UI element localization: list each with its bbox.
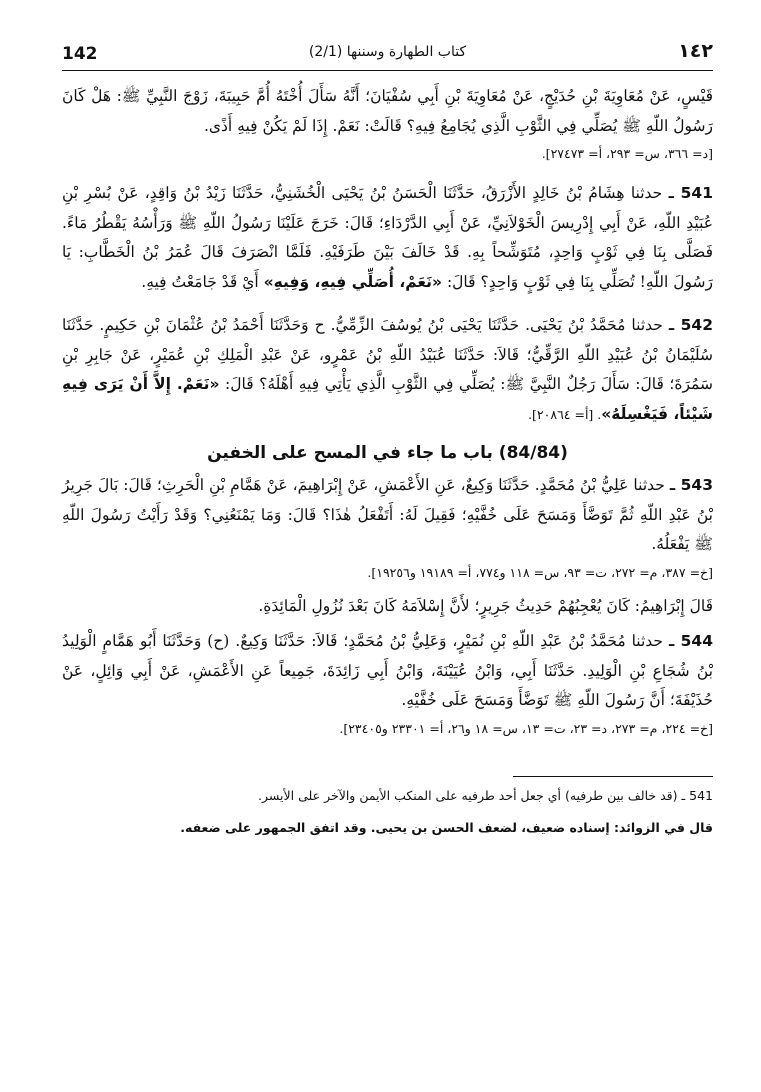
hadith-540-reference: [د= ٣٦٦، س= ٢٩٣، أ= ٢٧٤٧٣]. xyxy=(541,146,713,161)
hadith-543-paragraph xyxy=(62,471,713,560)
hadith-544-text: حدثنا مُحَمَّدُ بْنُ عَبْدِ اللّهِ بْنِ نُمَيْرٍ، وَعَلِيُّ بْنُ مُحَمَّدٍ؛ قَالاَ: حَدَّثَنَا وَكِيعٌ. (ح) وَحَدَّثَنَا أَبُو هَمَّامٍ الْوَلِيدُ بْنُ شُجَاعِ بْنِ الْوَلِيدِ. حَدَّثَنَا أَبِي، وَابْنُ عُيَيْنَةَ، وَابْنُ أَبِي زَائِدَةَ، جَمِيعاً عَنِ الأَعْمَشِ، عَنْ أَبِي وَائِلٍ، عَنْ حُذَيْفَةَ؛ أَنَّ رَسُولَ اللّهِ ﷺ تَوَضَّأَ وَمَسَحَ عَلَى خُفَّيْهِ. xyxy=(62,632,713,709)
hadith-541-prophet-saying: «نَعَمْ، أُصَلِّي فِيهِ، وَفِيهِ» xyxy=(263,272,443,291)
footnote-zawaid: قال في الزوائد: إسناده ضعيف، لضعف الحسن بن يحيى. وقد اتفق الجمهور على ضعفه. xyxy=(180,819,713,835)
hadith-541-text: حدثنا هِشَامُ بْنُ خَالِدٍ الأَزْرَقُ، حَدَّثَنَا الْحَسَنُ بْنُ يَحْيَى الْخُشَنِيُّ، حَدَّثَنَا زَيْدُ بْنُ وَاقِدٍ، عَنْ بُسْرِ بْنِ عُبَيْدِ اللّهِ، عَنْ أَبِي إِدْرِيسَ الْخَوْلاَنِيِّ، عَنْ أَبِي الدَّرْدَاءِ؛ قَالَ: خَرَجَ عَلَيْنَا رَسُولُ اللّهِ ﷺ وَرَأْسُهُ يَقْطُرُ مَاءً. فَصَلَّى بِنَا فِي ثَوْبٍ وَاحِدٍ، مُتَوَشِّحاً بِهِ. قَدْ خَالَفَ بَيْنَ طَرَفَيْهِ. فَلَمَّا انْصَرَفَ قَالَ عُمَرُ بْنُ الْخَطَّابِ: يَا رَسُولَ اللّهِ! تُصَلِّي بِنَا فِي ثَوْبٍ وَاحِدٍ؟ قَالَ: xyxy=(62,184,713,291)
hadith-542 xyxy=(62,311,713,429)
page-number-latin: 142 xyxy=(62,44,98,64)
footnotes xyxy=(62,783,713,841)
hadith-541-paragraph xyxy=(62,179,713,297)
hadith-540-text: قَيْسٍ، عَنْ مُعَاوِيَةَ بْنِ حُدَيْجٍ، عَنْ مُعَاوِيَةَ بْنِ أَبِي سُفْيَانَ؛ أَنَّهُ سَأَلَ أُخْتَهُ أُمَّ حَبِيبَةَ، زَوْجَ النَّبِيِّ ﷺ: هَلْ كَانَ رَسُولُ اللّهِ ﷺ يُصَلِّي فِي الثَّوْبِ الَّذِي يُجَامِعُ فِيهِ؟ قَالَتْ: نَعَمْ. إِذَا لَمْ يَكُنْ فِيهِ أَذًى. xyxy=(62,87,713,135)
hadith-543-reference: [خ= ٣٨٧، م= ٢٧٢، ت= ٩٣، س= ١١٨ و٧٧٤، أ= ١٩١٨٩ و١٩٢٥٦]. xyxy=(367,564,713,580)
footnote-divider xyxy=(513,776,713,777)
hadith-544-number: 544 ـ xyxy=(668,632,713,650)
hadith-543-ibrahim-note: قَالَ إِبْرَاهِيمُ: كَانَ يُعْجِبُهُمْ حَدِيثُ جَرِيرٍ؛ لأَنَّ إِسْلاَمَهُ كَانَ بَعْدَ نُزُولِ الْمَائِدَةِ. xyxy=(258,596,713,615)
hadith-543-number: 543 ـ xyxy=(669,476,713,494)
hadith-543-text: حدثنا عَلِيُّ بْنُ مُحَمَّدٍ. حَدَّثَنَا وَكِيعٌ، عَنِ الأَعْمَشِ، عَنْ إِبْرَاهِيمَ، عَنْ هَمَّامِ بْنِ الْحَرِثِ؛ قَالَ: بَالَ جَرِيرُ بْنُ عَبْدِ اللّهِ ثُمَّ تَوَضَّأَ وَمَسَحَ عَلَى خُفَّيْهِ؛ فَقِيلَ لَهُ: أَتَفْعَلُ هٰذَا؟ قَالَ: وَمَا يَمْنَعُنِي؟ وَقَدْ رَأَيْتُ رَسُولَ اللّهِ ﷺ يَفْعَلُهُ. xyxy=(62,476,713,553)
hadith-541-tail: أَيْ قَدْ جَامَعْتُ فِيهِ. xyxy=(141,272,259,291)
running-title: (2/1) كتاب الطهارة وسننها xyxy=(308,44,467,60)
hadith-542-number: 542 ـ xyxy=(668,316,713,334)
hadith-541 xyxy=(62,179,713,297)
hadith-544 xyxy=(62,627,713,740)
hadith-542-text: حدثنا مُحَمَّدُ بْنُ يَحْيَى. حَدَّثَنَا يَحْيَى بْنُ يُوسُفَ الزِّمِّيُّ. ح وَحَدَّثَنَا أَحْمَدُ بْنُ عُثْمَانَ بْنِ حَكِيمٍ. حَدَّثَنَا سُلَيْمَانُ بْنُ عُبَيْدِ اللّهِ الرَّقِّيُّ؛ قَالاَ: حَدَّثَنَا عُبَيْدُ اللّهِ بْنُ عَمْرٍو، عَنْ عَبْدِ الْمَلِكِ بْنِ عُمَيْرٍ، عَنْ جَابِرِ بْنِ سَمُرَةَ؛ قَالَ: سَأَلَ رَجُلٌ النَّبِيَّ ﷺ: يُصَلِّي فِي الثَّوْبِ الَّذِي يَأْتِي فِيهِ أَهْلَهُ؟ قَالَ: xyxy=(62,316,713,393)
hadith-541-number: 541 ـ xyxy=(668,184,713,202)
page-number-arabic: ١٤٢ xyxy=(678,40,713,62)
hadith-540-continuation xyxy=(62,82,713,165)
page-header xyxy=(62,38,713,71)
hadith-542-reference: . [أ= ٢٠٨٦٤]. xyxy=(528,406,602,422)
hadith-543 xyxy=(62,471,713,621)
hadith-544-paragraph xyxy=(62,627,713,716)
page-body xyxy=(62,82,713,841)
hadith-544-reference: [خ= ٢٢٤، م= ٢٧٣، د= ٢٣، ت= ١٣، س= ١٨ و٢٦، أ= ٢٣٣٠١ و٢٣٤٠٥]. xyxy=(339,720,713,736)
chapter-heading: (84/84) باب ما جاء في المسح على الخفين xyxy=(207,443,568,463)
hadith-542-prophet-saying: «نَعَمْ. إِلاَّ أَنْ يَرَى فِيهِ شَيْئاً، فَيَغْسِلَهُ» xyxy=(62,375,713,423)
hadith-542-paragraph xyxy=(62,311,713,429)
footnote-541: 541 ـ (قد خالف بين طرفيه) أي جعل أحد طرفيه على المنكب الأيمن والآخر على الأيسر. xyxy=(258,787,713,803)
